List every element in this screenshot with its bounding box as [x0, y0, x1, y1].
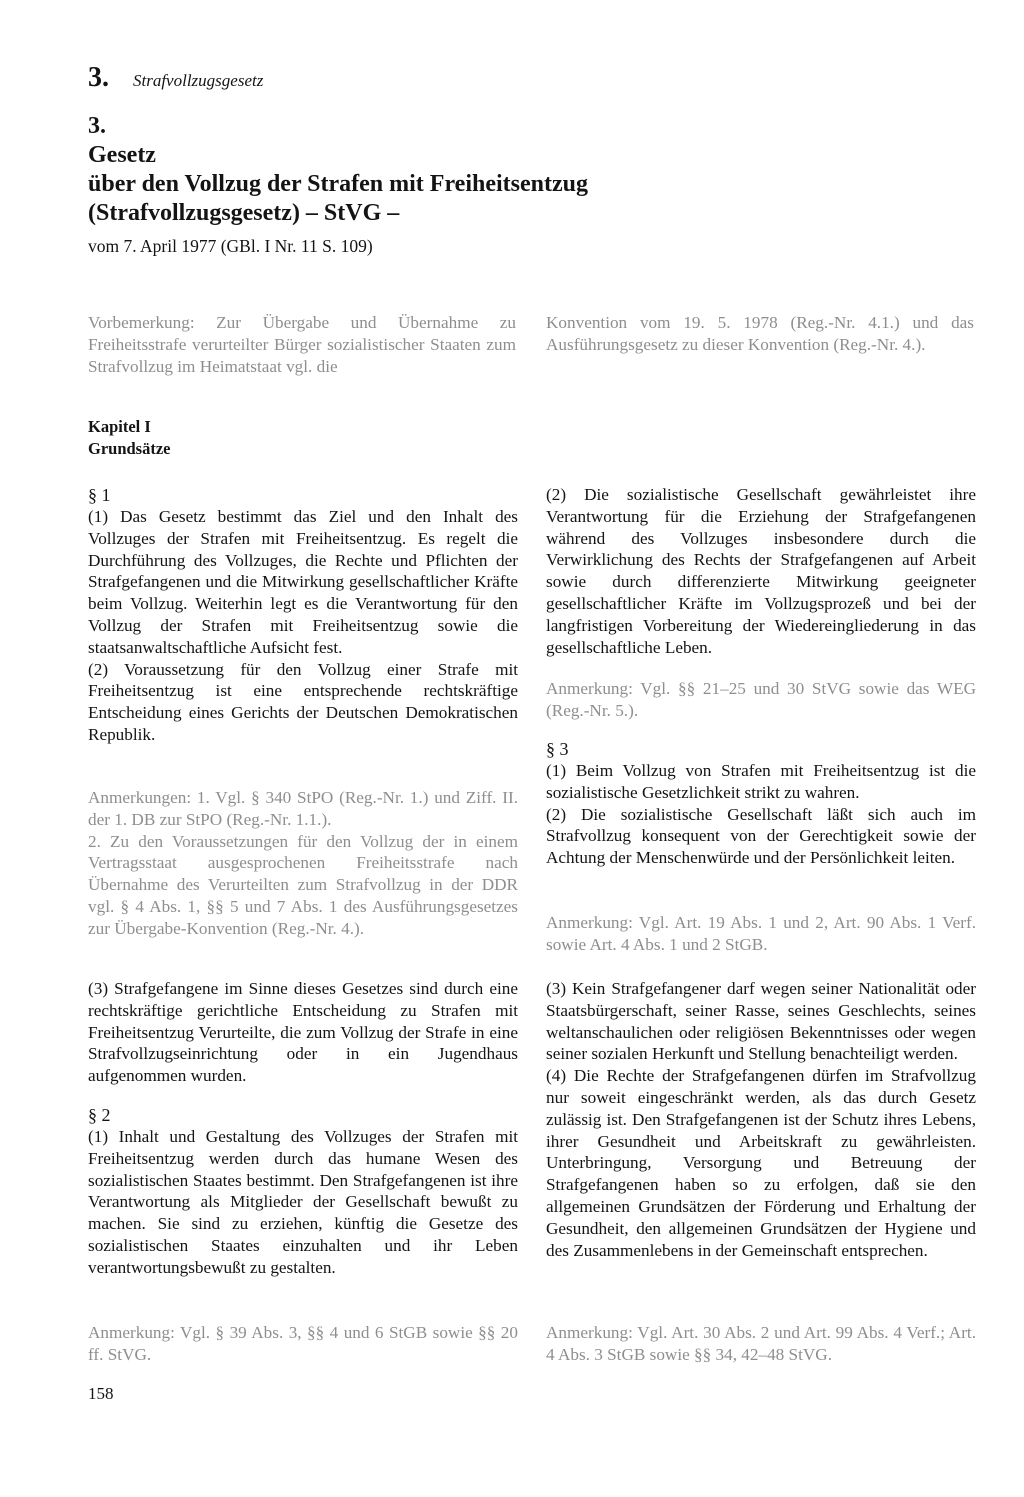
section-3-para-2: (2) Die sozialistische Gesellschaft läßt sich auch im Strafvollzug konsequent von der Gerechtigkeit sowie der Achtung der Menschenwürde und der Persönlichkeit leiten.	[546, 804, 976, 868]
section-3-para-4: (4) Die Rechte der Strafgefangenen dürfen im Strafvollzug nur soweit eingeschränkt werden, als das durch Gesetz zulässig ist. Den Strafgefangenen ist der Schutz ihres Lebens, ihrer Gesundheit und Arbeitskraft zu gewährleisten. Unterbringung, Versorgung und Betreuung der Strafgefangenen haben so zu erfolgen, daß sie den allgemeinen Grundsätzen der Förderung und Erhaltung der Gesundheit, den allgemeinen Grundsätzen der Hygiene und des Zusammenlebens in der Gemeinschaft entsprechen.	[546, 1066, 976, 1260]
section-2-heading: § 2	[88, 1105, 111, 1125]
page-number: 158	[88, 1384, 114, 1403]
right-column-s3	[546, 738, 976, 869]
section-1-heading: § 1	[88, 485, 111, 505]
prelim-note-right: Konvention vom 19. 5. 1978 (Reg.-Nr. 4.1.) und das Ausführungsgesetz zu dieser Konvention (Reg.-Nr. 4.).	[546, 313, 974, 354]
section-2-para-2-block	[546, 484, 976, 658]
section-1-para-3: (3) Strafgefangene im Sinne dieses Gesetzes sind durch eine rechtskräftige gerichtliche Entscheidung zu Strafen mit Freiheitsentzug Verurteilte, die zum Vollzug der Strafe in eine Strafvollzugseinrichtung oder in ein Jugendhaus aufgenommen wurden.	[88, 979, 518, 1086]
left-column-s2	[88, 1104, 518, 1279]
chapter-label: Kapitel I	[88, 417, 151, 436]
section-2-note-left: Anmerkung: Vgl. § 39 Abs. 3, §§ 4 und 6 StGB sowie §§ 20 ff. StVG.	[88, 1323, 518, 1364]
section-1-para-1: (1) Das Gesetz bestimmt das Ziel und den Inhalt des Vollzuges der Strafen mit Freiheitsentzug. Es regelt die Durchführung des Vollzuges, die Rechte und Pflichten der Strafgefangenen und die Mitwirkung gesellschaftlicher Kräfte beim Vollzug. Weiterhin legt es die Verantwortung für den Vollzug der Strafen mit Freiheitsentzug sowie die staatsanwaltschaftliche Aufsicht fest.	[88, 507, 518, 657]
law-title-line3: (Strafvollzugsgesetz) – StVG –	[88, 200, 400, 226]
section-1-para-2: (2) Voraussetzung für den Vollzug einer Strafe mit Freiheitsentzug ist eine entsprechende rechtskräftige Entscheidung eines Gerichts der Deutschen Demokratischen Republik.	[88, 659, 518, 744]
left-column-s1	[88, 484, 518, 746]
section-1-note-1: Anmerkungen: 1. Vgl. § 340 StPO (Reg.-Nr. 1.) und Ziff. II. der 1. DB zur StPO (Reg.-Nr. 1.1.).	[88, 788, 518, 829]
section-1-notes	[88, 787, 518, 940]
prelim-note-left: Vorbemerkung: Zur Übergabe und Übernahme zu Freiheitsstrafe verurteilter Bürger sozialistischer Staaten zum Strafvollzug im Heimatstaat vgl. die	[88, 313, 516, 376]
section-3-para-1: (1) Beim Vollzug von Strafen mit Freiheitsentzug ist die sozialistische Gesetzlichkeit strikt zu wahren.	[546, 761, 976, 802]
law-title-line1: Gesetz	[88, 142, 156, 168]
running-title: Strafvollzugsgesetz	[133, 71, 264, 90]
chapter-number: 3.	[88, 62, 109, 93]
law-title	[88, 112, 788, 228]
section-3-note-1: Anmerkung: Vgl. Art. 19 Abs. 1 und 2, Art. 90 Abs. 1 Verf. sowie Art. 4 Abs. 1 und 2 StGB.	[546, 913, 976, 954]
law-date: vom 7. April 1977 (GBl. I Nr. 11 S. 109)	[88, 236, 373, 256]
section-1-para-3-block	[88, 978, 518, 1087]
section-1-note-2: 2. Zu den Voraussetzungen für den Vollzug der in einem Vertragsstaat ausgesprochenen Freiheitsstrafe nach Übernahme des Verurteilten zum Strafvollzug in der DDR vgl. § 4 Abs. 1, §§ 5 und 7 Abs. 1 des Ausführungsgesetzes zur Übergabe-Konvention (Reg.-Nr. 4.).	[88, 831, 518, 938]
section-2-para-1: (1) Inhalt und Gestaltung des Vollzuges der Strafen mit Freiheitsentzug werden durch das humane Wesen des sozialistischen Staates bestimmt. Den Strafgefangenen ist ihre Verantwortung als Mitglieder der Gesellschaft bewußt zu machen. Sie sind zu erziehen, künftig die Gesetze des sozialistischen Staates einzuhalten und ihr Leben verantwortungsbewußt zu gestalten.	[88, 1127, 518, 1277]
chapter-title: Grundsätze	[88, 439, 171, 458]
section-2-para-2: (2) Die sozialistische Gesellschaft gewährleistet ihre Verantwortung für die Erziehung der Strafgefangenen während des Vollzuges insbesondere durch die Verwirklichung des Rechts der Strafgefangenen auf Arbeit sowie durch differenzierte Mitwirkung geeigneter gesellschaftlicher Kräfte im Vollzugsprozeß und bei der langfristigen Vorbereitung der Wiedereingliederung in das gesellschaftliche Leben.	[546, 485, 976, 657]
section-2-note-right: Anmerkung: Vgl. §§ 21–25 und 30 StVG sowie das WEG (Reg.-Nr. 5.).	[546, 679, 976, 720]
section-3-heading: § 3	[546, 739, 569, 759]
section-3-para-3: (3) Kein Strafgefangener darf wegen seiner Nationalität oder Staatsbürgerschaft, seiner Rasse, seines Geschlechts, seines weltanschaulichen oder religiösen Bekenntnisses oder wegen seiner sozialen Herkunft und Stellung benachteiligt werden.	[546, 979, 976, 1064]
running-header	[88, 62, 688, 94]
chapter-heading	[88, 416, 171, 460]
right-column-s3-cont	[546, 978, 976, 1261]
section-3-note-2: Anmerkung: Vgl. Art. 30 Abs. 2 und Art. 99 Abs. 4 Verf.; Art. 4 Abs. 3 StGB sowie §§ 34, 42–48 StVG.	[546, 1323, 976, 1364]
law-title-line2: über den Vollzug der Strafen mit Freiheitsentzug	[88, 171, 588, 197]
law-number: 3.	[88, 113, 106, 139]
